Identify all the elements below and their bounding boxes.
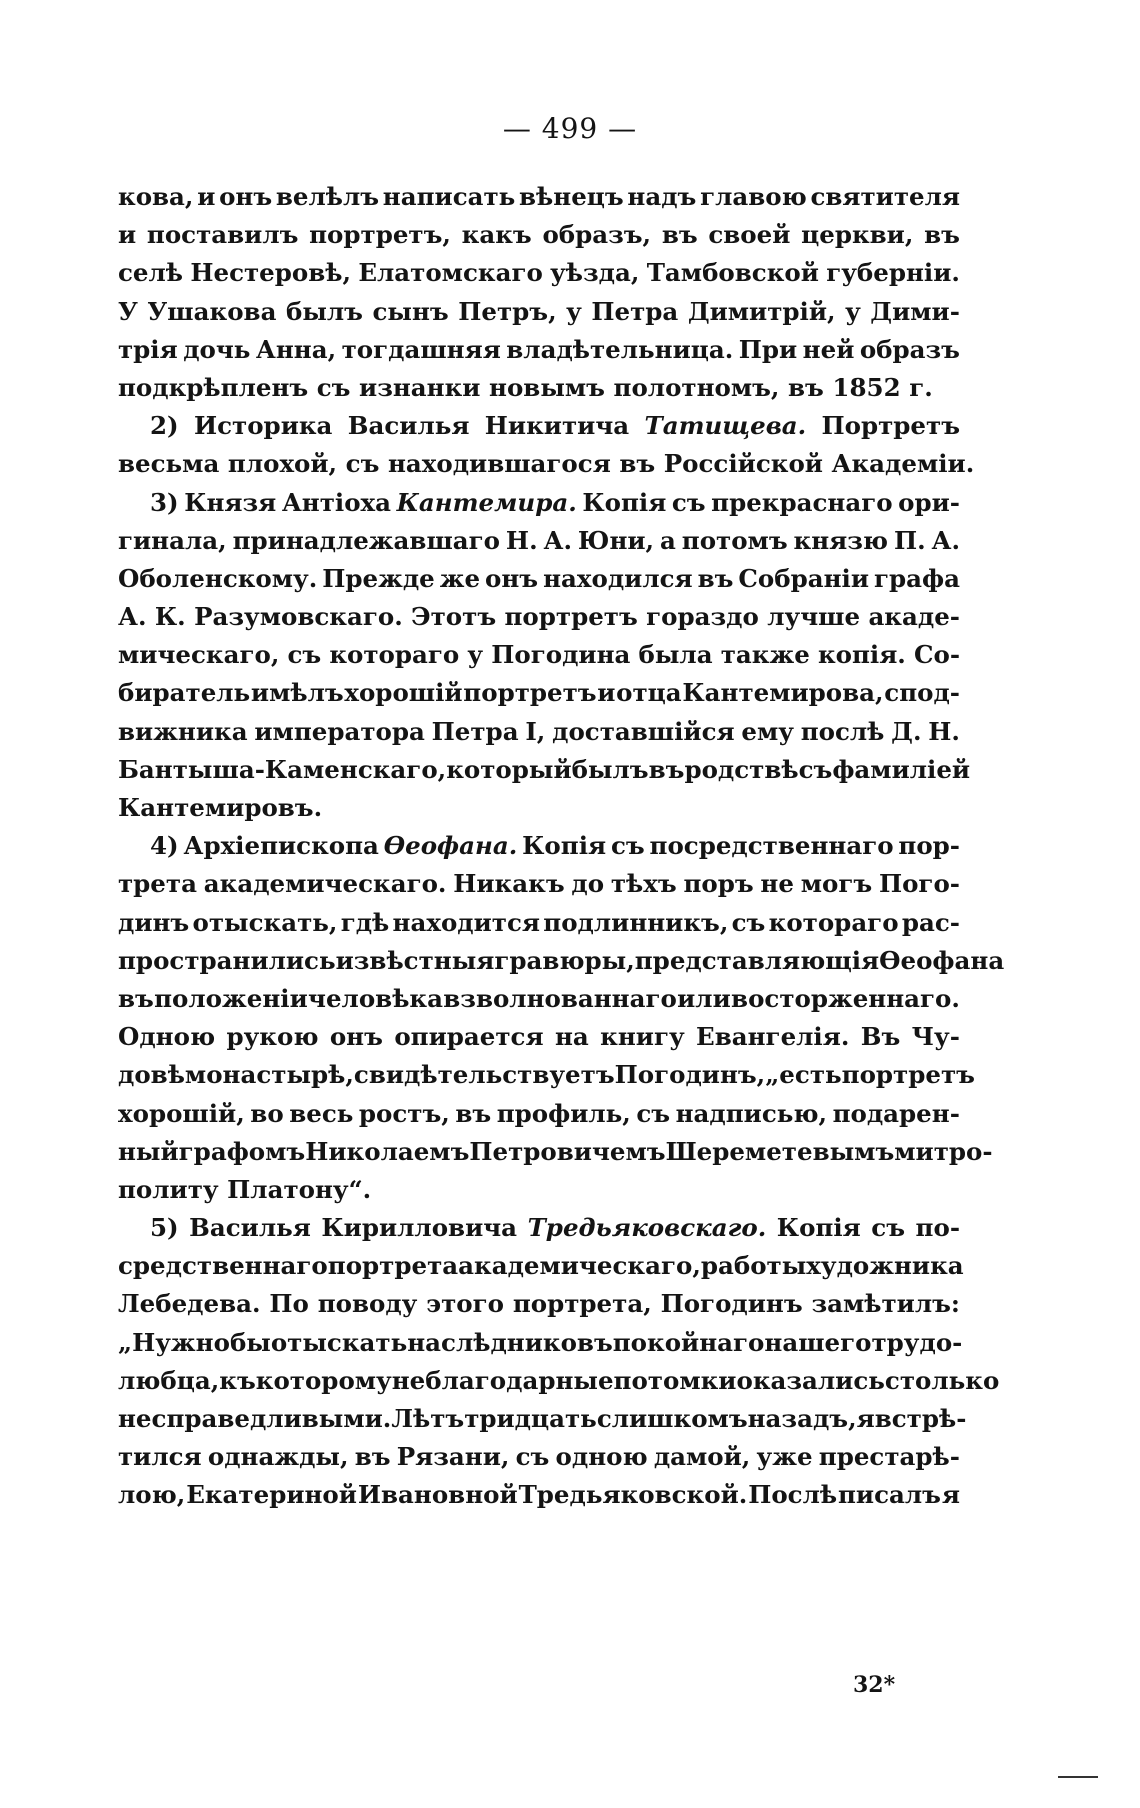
word: портрета [327,1251,459,1281]
word: Кантемира. [396,487,577,517]
word: хорошій, [118,1098,245,1128]
word: К. [154,602,186,632]
word: ростъ, [358,1098,450,1128]
text-line [118,331,960,369]
word: Шереметевымъ [665,1136,895,1166]
word: Чу- [911,1022,960,1052]
word: не [760,869,794,899]
word: портрета, [512,1289,652,1319]
word: Копія [582,487,667,517]
word: бы [229,1327,271,1357]
word: имѣлъ [250,678,344,708]
word: Копія [522,831,607,861]
word: Бантыша-Каменскаго, [118,754,447,784]
word: Ушакова [147,296,277,326]
word: Собраніи [738,563,870,593]
word: доставшійся [552,716,735,746]
word: велѣлъ [275,182,380,211]
text-line [118,1171,960,1209]
word: копія. [817,640,906,670]
word: престарѣ- [818,1442,960,1472]
word: Петръ, [458,296,557,326]
word: профиль, [496,1098,631,1128]
word: Н. [505,525,538,555]
word: ней [802,334,855,364]
word: Рязани, [396,1442,510,1472]
text-line [118,407,960,445]
word: надписью, [675,1098,828,1128]
word: съ [636,1098,671,1128]
word: написать [382,182,516,211]
word: вижника [118,716,248,746]
word: фамиліей [832,754,971,784]
word: Портретъ [821,411,960,441]
word: потомъ [681,525,788,555]
word: и [597,678,616,708]
text-line [118,904,960,942]
word: Петровичемъ [469,1136,666,1166]
word: Елатомскаго [358,258,543,288]
word: извѣстныя [335,945,495,975]
word: подкрѣпленъ [118,372,309,402]
word: котораго [768,907,899,937]
word: опирается [394,1022,544,1052]
word: гравюры, [494,945,635,975]
word: монастырѣ, [184,1060,354,1090]
word: Антіоха [281,487,392,517]
word: рас- [901,907,960,937]
word: я [941,1480,960,1510]
signature-mark: 32* [853,1672,896,1698]
text-line [118,1285,960,1323]
word: одною [555,1442,648,1472]
word: графомъ [178,1136,306,1166]
word: Н. [928,716,960,746]
word: Погодина [491,640,631,670]
word: въ [354,1442,391,1472]
word: работы [700,1251,807,1281]
text-line [118,636,960,674]
word: динъ [118,907,190,937]
word: Дими- [870,296,960,326]
word: полотномъ, [613,372,780,402]
text-line [118,1018,960,1056]
word: Анна, [255,334,337,364]
word: церкви, [801,220,914,250]
word: спод- [884,678,960,708]
word: у [467,640,484,670]
word: потомки [613,1365,737,1395]
text-line [118,942,1005,980]
word: Юни, [577,525,655,555]
body-text [118,178,1005,1515]
word: Платону“. [227,1174,372,1204]
word: Тамбовской [646,258,819,288]
word: съ [798,754,833,784]
word: Никитича [484,411,630,441]
word: Кирилловича [321,1213,518,1243]
word: владѣтельница. [506,334,734,364]
word: онъ [485,563,539,593]
word: къ [219,1365,256,1395]
word: мическаго, [118,640,280,670]
text-line [118,1247,964,1285]
word: А. [931,525,960,555]
word: родствѣ [684,754,799,784]
word: столько [884,1365,1000,1395]
word: Ѳеофана [879,945,1005,975]
word: Никакъ [453,869,565,899]
word: съ [871,1213,906,1243]
word: въ [788,372,824,402]
page-number: — 499 — [502,112,638,145]
word: дочь [183,334,251,364]
word: я [856,1404,875,1433]
word: г. [909,372,933,402]
word: отыскать [270,1327,408,1357]
word: надъ [627,182,697,211]
text-line [118,445,975,483]
word: изнанки [359,372,481,402]
word: находился [543,563,693,593]
word: А. [118,602,147,632]
text-line [118,1362,1000,1400]
word: восторженнаго. [731,983,960,1013]
word: Петра [431,716,519,746]
word: кова, [118,182,194,211]
word: уѣзда, [550,258,640,288]
word: тился [118,1442,202,1472]
word: хорошій [344,678,463,708]
word: Князя [184,487,277,517]
word: неблагодарные [391,1365,614,1395]
word: князю [793,525,889,555]
word: человѣка [308,983,443,1013]
word: Николаемъ [305,1136,470,1166]
word: до [571,869,605,899]
word: этого [426,1289,504,1319]
text-line [118,254,960,292]
word: пор- [898,831,960,861]
word: Архіепископа [183,831,379,861]
text-line [118,293,960,331]
word: назадъ, [747,1404,857,1433]
word: подарен- [832,1098,960,1128]
word: ный [118,1136,179,1166]
word: 5) [150,1213,179,1243]
word: тѣхъ [610,869,677,899]
word: вѣнецъ [519,182,624,211]
word: 4) [150,831,179,861]
word: митро- [894,1136,993,1166]
text-line [118,1324,963,1362]
word: нашего [764,1327,872,1357]
text-line [118,1133,993,1171]
word: поръ [683,869,754,899]
word: Со- [913,640,960,670]
word: у [845,296,861,326]
text-line [118,1095,960,1133]
word: Погодинъ [660,1289,803,1319]
word: рукою [226,1022,319,1052]
word: однажды, [207,1442,349,1472]
word: несправедливыми. [118,1404,392,1433]
word: слишкомъ [596,1404,748,1433]
word: съ [671,487,706,517]
word: главою [700,182,807,211]
word: „есть [765,1060,842,1090]
word: Погодинъ, [614,1060,766,1090]
word: трудо- [871,1327,963,1357]
word: и [118,220,137,250]
word: плохой, [227,449,338,479]
word: онъ [329,1022,383,1052]
word: Копія [776,1213,861,1243]
text-line [118,1476,960,1514]
word: отыскать, [192,907,338,937]
word: При [738,334,798,364]
word: 1852 [832,372,901,402]
word: встрѣ- [874,1404,967,1433]
word: уже [756,1442,813,1472]
word: въ [455,1098,492,1128]
word: свидѣтельствуетъ [353,1060,615,1090]
word: портретъ, [309,220,451,250]
word: образъ [859,334,960,364]
text-line [118,827,960,865]
word: любца, [118,1365,220,1395]
word: по- [915,1213,960,1243]
word: новымъ [489,372,605,402]
word: отца [616,678,682,708]
word: Лѣтъ [391,1404,465,1433]
word: подлинникъ, [543,907,729,937]
word: во [250,1098,284,1128]
word: Оболенскому. [118,563,318,593]
word: Этотъ [411,602,497,632]
word: былъ [571,754,649,784]
word: находится [392,907,540,937]
word: святителя [810,182,960,211]
word: Екатериной [186,1480,357,1510]
word: портретъ [463,678,597,708]
word: Тредьяковскаго. [527,1213,767,1243]
word: гораздо [646,602,759,632]
text-line [118,1209,960,1247]
word: весьма [118,449,220,479]
word: съ [515,1442,550,1472]
word: находившагося [387,449,611,479]
word: книгу [600,1022,685,1052]
word: съ [345,449,380,479]
word: Димитрій, [687,296,836,326]
word: котораго [329,640,460,670]
word: или [677,983,731,1013]
word: оказались [736,1365,885,1395]
text-line [118,713,960,751]
word: наслѣдниковъ [407,1327,613,1357]
word: Академіи. [831,449,975,479]
word: графа [873,563,960,593]
word: биратель [118,678,251,708]
word: По [269,1289,309,1319]
word: могъ [800,869,873,899]
word: взволнованнаго [443,983,677,1013]
word: пространились [118,945,336,975]
word: въ [118,983,154,1013]
word: Д. [891,716,922,746]
word: замѣтилъ: [811,1289,960,1319]
word: У [118,296,138,326]
word: тогдашняя [341,334,501,364]
word: Одною [118,1022,216,1052]
word: средственнаго [118,1251,328,1281]
word: „Нужно [118,1327,230,1357]
word: Нестеровѣ, [190,258,352,288]
word: Послѣ [748,1480,838,1510]
word: Василья [347,411,470,441]
word: политу [118,1174,219,1204]
word: прекраснаго [711,487,893,517]
word: Пого- [878,869,960,899]
word: какъ [461,220,532,250]
word: съ [287,640,322,670]
word: въ [648,754,685,784]
word: которому [255,1365,392,1395]
text-line [118,1400,967,1438]
word: Татищева. [644,411,807,441]
word: въ [619,449,656,479]
word: Ивановной [357,1480,518,1510]
word: своей [708,220,791,250]
word: посредственнаго [649,831,894,861]
text-line [118,484,960,522]
word: тридцать [464,1404,597,1433]
word: акаде- [868,602,960,632]
word: и [197,182,216,211]
word: покойнаго [612,1327,765,1357]
word: губерніи. [826,258,960,288]
word: Прежде [322,563,435,593]
word: П. [893,525,926,555]
word: образъ, [542,220,652,250]
text-line [118,865,960,903]
text-line [118,789,960,827]
word: 2) [150,411,179,441]
text-line [118,216,960,254]
word: А. [543,525,572,555]
text-line [118,369,960,407]
word: представляющія [634,945,880,975]
word: принадлежавшаго [232,525,501,555]
word: весь [289,1098,354,1128]
word: Кантемировъ. [118,793,323,822]
word: а [659,525,676,555]
text-line [118,1438,960,1476]
word: портретъ [504,602,638,632]
word: трія [118,334,178,364]
word: I, [525,716,546,746]
word: трета [118,869,197,899]
word: въ [924,220,960,250]
word: въ [661,220,698,250]
word: на [554,1022,589,1052]
word: Разумовскаго. [194,602,403,632]
word: съ [610,831,645,861]
text-line [118,751,971,789]
word: также [720,640,810,670]
word: съ [731,907,766,937]
word: селѣ [118,258,184,288]
word: художника [806,1251,964,1281]
word: онъ [219,182,273,211]
word: поставилъ [146,220,299,250]
text-line [118,1056,975,1094]
word: 3) [150,487,179,517]
word: Петра [591,296,679,326]
word: императора [254,716,425,746]
word: положеніи [154,983,308,1013]
word: сынъ [372,296,449,326]
word: писалъ [838,1480,941,1510]
word: довѣ [118,1060,185,1090]
word: Россійской [663,449,823,479]
word: Ѳеофана. [383,831,518,861]
word: была [638,640,713,670]
word: былъ [285,296,363,326]
text-line [118,178,960,216]
text-line [118,522,960,560]
word: Лебедева. [118,1289,261,1319]
text-line [118,674,960,712]
text-line [118,560,960,598]
word: Евангелія. [696,1022,850,1052]
word: лою, [118,1480,186,1510]
word: академическаго. [203,869,447,899]
word: портретъ [841,1060,975,1090]
word: же [439,563,481,593]
word: гинала, [118,525,227,555]
word: Тредьяковской. [518,1480,748,1510]
word: гдѣ [340,907,390,937]
word: лучше [767,602,861,632]
word: послѣ [800,716,885,746]
word: ему [741,716,794,746]
word: Кантемирова, [682,678,884,708]
word: ори- [898,487,960,517]
word: академическаго, [458,1251,701,1281]
word: поводу [317,1289,418,1319]
word: дамой, [653,1442,751,1472]
word: у [566,296,582,326]
word: который [446,754,572,784]
word: въ [697,563,734,593]
word: Василья [189,1213,311,1243]
word: Историка [193,411,333,441]
text-line [118,598,960,636]
text-line [118,980,960,1018]
corner-rule [1058,1776,1098,1778]
word: Въ [860,1022,901,1052]
word: съ [316,372,351,402]
